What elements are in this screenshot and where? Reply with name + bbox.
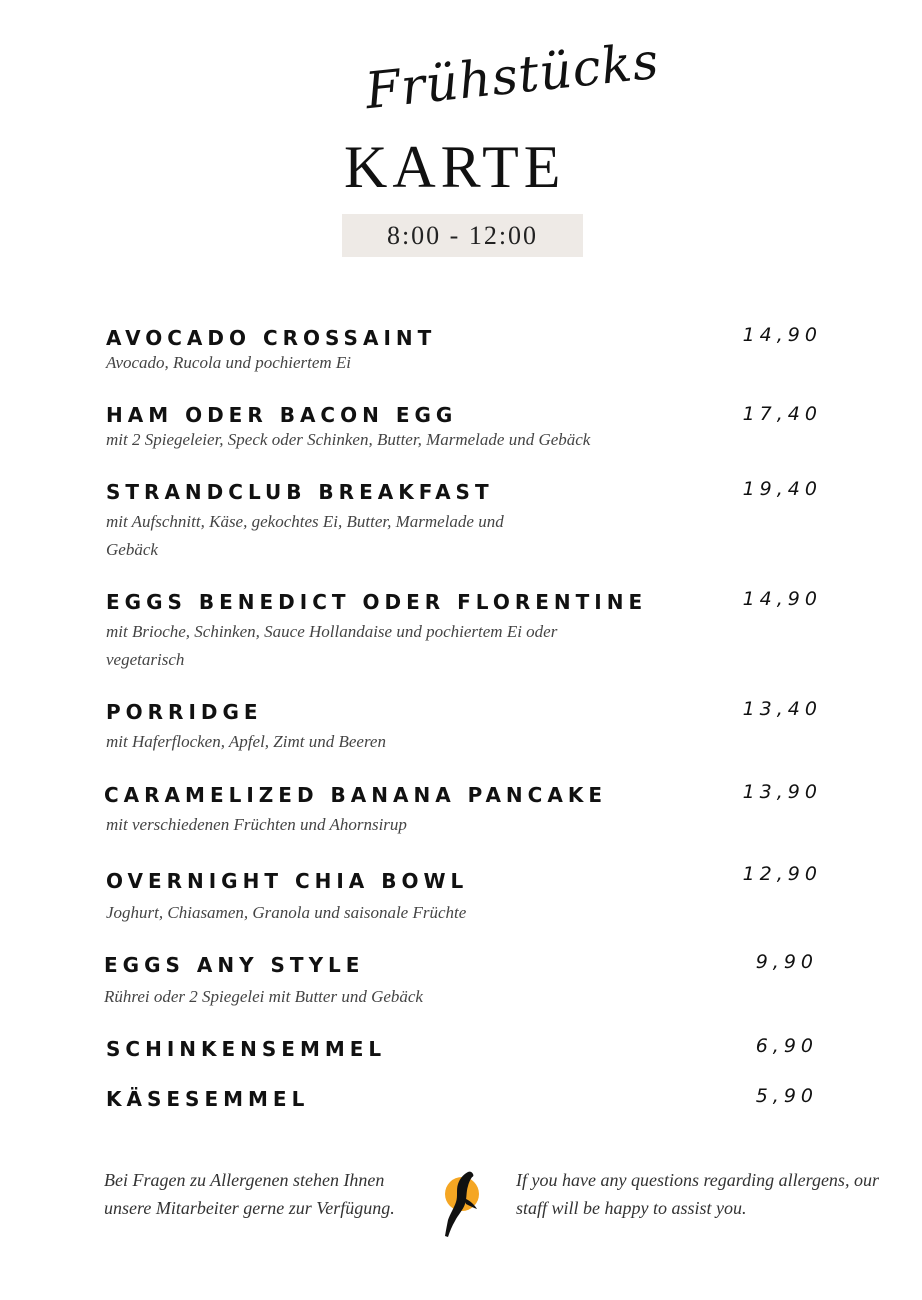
page-title: KARTE: [344, 134, 566, 200]
hours-badge: [342, 214, 583, 257]
menu-item-description: mit 2 Spiegeleier, Speck oder Schinken, Butter, Marmelade und Gebäck: [106, 430, 591, 449]
menu-item-description: mit Haferflocken, Apfel, Zimt und Beeren: [106, 732, 386, 751]
allergen-note-german: Bei Fragen zu Allergenen stehen Ihnen unsere Mitarbeiter gerne zur Verfügung.: [104, 1170, 395, 1218]
menu-item-name: EGGS ANY STYLE: [104, 953, 365, 977]
menu-item-description: Avocado, Rucola und pochiertem Ei: [106, 353, 352, 372]
menu-item-price: 6,90: [755, 1035, 818, 1057]
menu-item-description: mit Brioche, Schinken, Sauce Hollandaise und pochiertem Ei oder vegetarisch: [106, 622, 558, 669]
menu-item-name: SCHINKENSEMMEL: [106, 1037, 387, 1061]
allergen-note-english: If you have any questions regarding allergens, our staff will be happy to assist you.: [516, 1170, 879, 1218]
menu-item-price: 12,90: [742, 863, 822, 885]
script-title: Frühstücks: [362, 31, 662, 121]
parrot-sun-logo-icon: [438, 1168, 488, 1240]
menu-item-price: 19,40: [742, 478, 822, 500]
hours-text: 8:00 - 12:00: [386, 220, 539, 250]
menu-item-name: CARAMELIZED BANANA PANCAKE: [104, 783, 607, 807]
menu-item-name: EGGS BENEDICT ODER FLORENTINE: [106, 590, 648, 614]
menu-item-description: mit verschiedenen Früchten und Ahornsirup: [106, 815, 407, 834]
menu-item-description: Joghurt, Chiasamen, Granola und saisonale Früchte: [106, 903, 467, 922]
menu-item-name: HAM ODER BACON EGG: [106, 403, 458, 427]
menu-item-price: 13,90: [742, 781, 822, 803]
menu-item-price: 9,90: [755, 951, 818, 973]
menu-item-price: 14,90: [742, 324, 822, 346]
menu-item-price: 14,90: [742, 588, 822, 610]
menu-item-name: KÄSESEMMEL: [106, 1087, 310, 1111]
menu-item-description: mit Aufschnitt, Käse, gekochtes Ei, Butter, Marmelade und Gebäck: [106, 512, 504, 559]
menu-item-name: STRANDCLUB BREAKFAST: [106, 480, 494, 504]
menu-item-name: AVOCADO CROSSAINT: [106, 326, 437, 350]
menu-item-price: 5,90: [755, 1085, 818, 1107]
menu-item-price: 17,40: [742, 403, 822, 425]
menu-item-name: OVERNIGHT CHIA BOWL: [106, 869, 469, 893]
menu-item-name: PORRIDGE: [106, 700, 263, 724]
menu-item-description: Rührei oder 2 Spiegelei mit Butter und Gebäck: [104, 987, 423, 1006]
menu-item-price: 13,40: [742, 698, 822, 720]
